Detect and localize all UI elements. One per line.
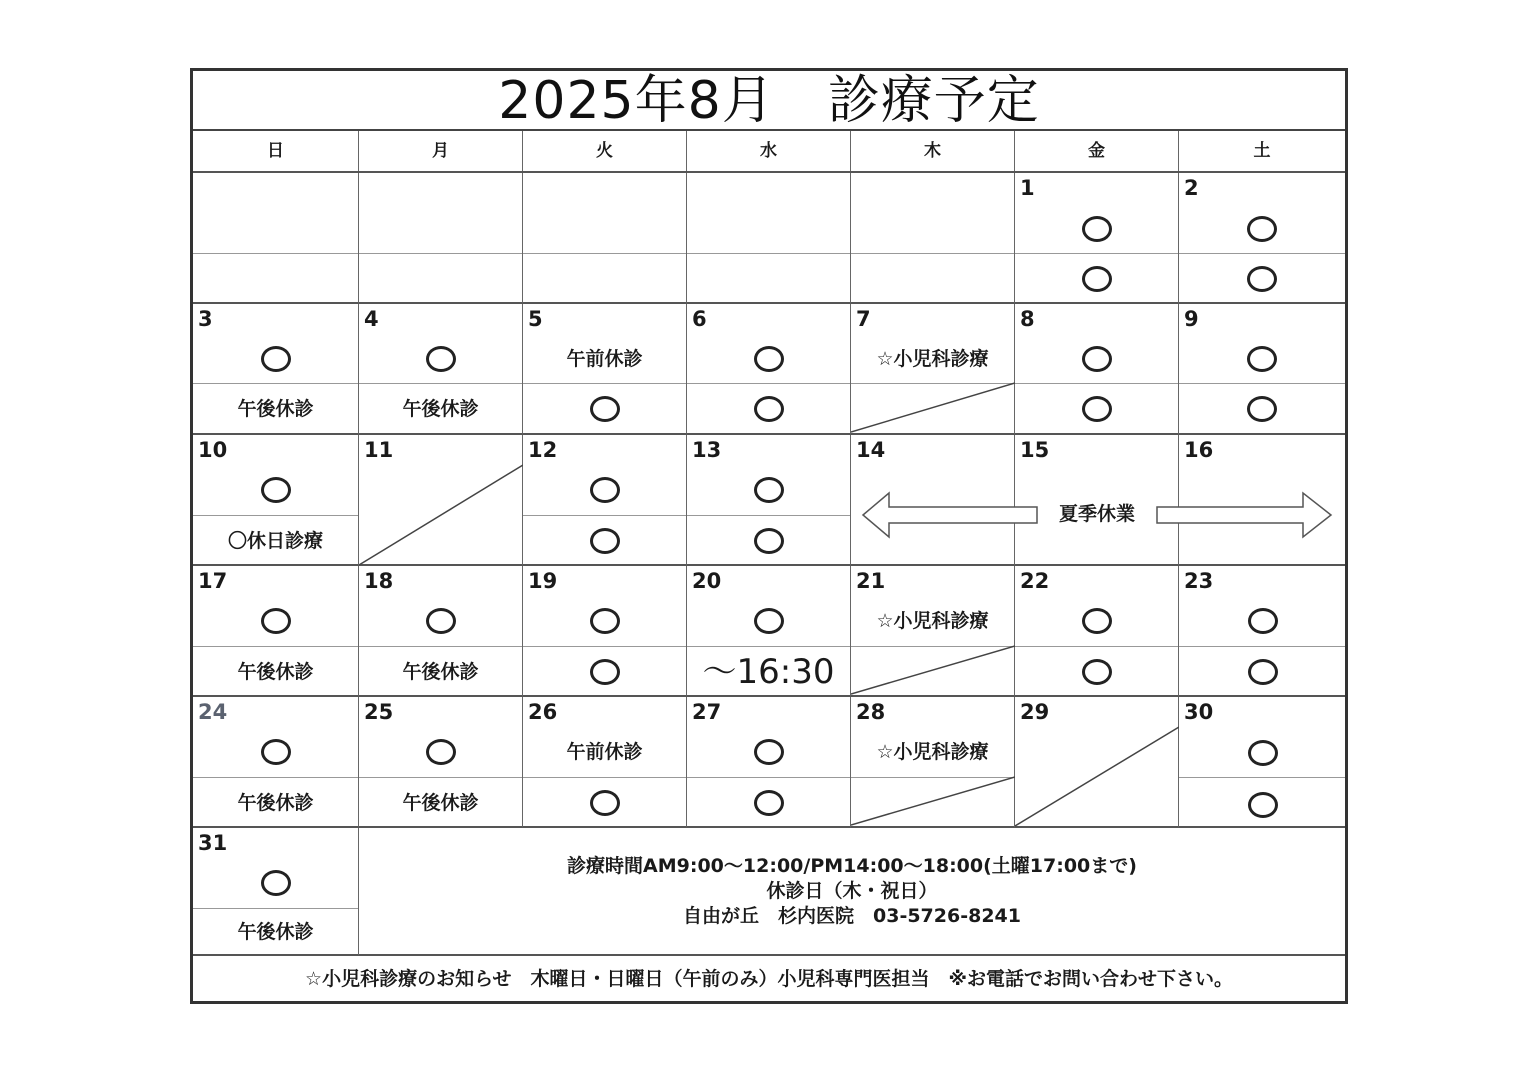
day-number: 22 <box>1020 569 1050 593</box>
day-number: 28 <box>856 700 886 724</box>
open-circle-icon <box>1082 396 1112 422</box>
day-number: 24 <box>198 700 228 724</box>
day-number: 8 <box>1020 307 1035 331</box>
weekday-mon: 月 <box>359 131 523 171</box>
open-circle-icon <box>1082 608 1112 634</box>
right-arrow-icon <box>1153 491 1335 541</box>
weekday-sat: 土 <box>1253 141 1271 161</box>
empty-cell <box>359 173 523 304</box>
pm-closed-label: 午後休診 <box>237 398 314 420</box>
day-cell <box>687 697 851 828</box>
day-number: 25 <box>364 700 394 724</box>
day-cell <box>687 435 851 566</box>
day-number: 12 <box>528 438 558 462</box>
pediatric-label: ☆小児科診療 <box>876 741 989 763</box>
open-circle-icon <box>1248 659 1278 685</box>
day-cell <box>523 304 687 435</box>
day-cell <box>359 304 523 435</box>
day-number: 20 <box>692 569 722 593</box>
day-number: 29 <box>1020 700 1050 724</box>
closed-slash-icon <box>851 566 1015 697</box>
day-number: 10 <box>198 438 228 462</box>
day-cell <box>851 566 1015 697</box>
pm-closed-label: 午後休診 <box>402 661 479 683</box>
day-cell <box>359 566 523 697</box>
pm-closed-label: 午後休診 <box>237 921 314 943</box>
weekday-fri: 金 <box>1015 131 1179 171</box>
day-cell <box>1179 304 1345 435</box>
day-cell <box>193 828 359 956</box>
am-closed-label: 午前休診 <box>566 741 643 763</box>
calendar-sheet <box>190 68 1348 1004</box>
day-cell <box>523 435 687 566</box>
page-title: 2025年8月 診療予定 <box>193 71 1345 131</box>
weekday-tue: 火 <box>523 131 687 171</box>
day-number: 13 <box>692 438 722 462</box>
pm-closed-label: 午後休診 <box>237 792 314 814</box>
day-cell <box>1179 566 1345 697</box>
day-cell <box>193 566 359 697</box>
pm-closed-label: 午後休診 <box>402 398 479 420</box>
day-number: 11 <box>364 438 394 462</box>
day-cell <box>359 435 523 566</box>
closed-slash-icon <box>851 304 1015 435</box>
closed-slash-icon <box>1015 697 1179 828</box>
open-circle-icon <box>754 608 784 634</box>
day-number: 5 <box>528 307 543 331</box>
open-circle-icon <box>590 790 620 816</box>
day-cell <box>523 566 687 697</box>
weekday-header <box>193 131 1345 173</box>
day-cell <box>1179 173 1345 304</box>
day-cell <box>1015 304 1179 435</box>
day-number: 23 <box>1184 569 1214 593</box>
day-number: 16 <box>1184 438 1214 462</box>
open-circle-icon <box>261 608 291 634</box>
open-circle-icon <box>426 739 456 765</box>
open-circle-icon <box>1248 740 1278 766</box>
pediatric-label: ☆小児科診療 <box>876 610 989 632</box>
pm-closed-label: 午後休診 <box>402 792 479 814</box>
open-circle-icon <box>1248 792 1278 818</box>
day-cell <box>1015 566 1179 697</box>
open-circle-icon <box>754 477 784 503</box>
day-number: 6 <box>692 307 707 331</box>
weekday-thu: 木 <box>851 131 1015 171</box>
day-cell <box>687 566 851 697</box>
day-number: 31 <box>198 831 228 855</box>
open-circle-icon <box>426 608 456 634</box>
empty-cell <box>523 173 687 304</box>
day-cell <box>193 435 359 566</box>
clinic-contact: 自由が丘 杉内医院 03-5726-8241 <box>683 905 1021 927</box>
day-number: 17 <box>198 569 228 593</box>
day-number: 1 <box>1020 176 1035 200</box>
weekday-sun: 日 <box>193 131 359 171</box>
day-cell <box>1179 697 1345 828</box>
day-cell <box>193 304 359 435</box>
open-circle-icon <box>590 659 620 685</box>
day-number: 21 <box>856 569 886 593</box>
day-cell <box>523 697 687 828</box>
day-number: 26 <box>528 700 558 724</box>
day-number: 27 <box>692 700 722 724</box>
clinic-hours: 診療時間AM9:00～12:00/PM14:00～18:00(土曜17:00まで) <box>567 855 1137 877</box>
open-circle-icon <box>1082 659 1112 685</box>
day-number: 3 <box>198 307 213 331</box>
open-circle-icon <box>1248 608 1278 634</box>
open-circle-icon <box>590 608 620 634</box>
day-number: 14 <box>856 438 886 462</box>
open-circle-icon <box>426 346 456 372</box>
pediatric-notice: ☆小児科診療のお知らせ 木曜日・日曜日（午前のみ）小児科専門医担当 ※お電話でお問い合わせ下さい。 <box>305 968 1233 990</box>
closed-days: 休診日（木・祝日） <box>766 880 938 902</box>
day-number: 9 <box>1184 307 1199 331</box>
open-circle-icon <box>261 346 291 372</box>
pm-closed-label: 午後休診 <box>237 661 314 683</box>
day-number: 2 <box>1184 176 1199 200</box>
day-number: 4 <box>364 307 379 331</box>
open-circle-icon <box>1247 346 1277 372</box>
open-circle-icon <box>1247 266 1277 292</box>
open-circle-icon <box>1082 216 1112 242</box>
open-circle-icon <box>1247 396 1277 422</box>
day-cell <box>851 304 1015 435</box>
open-circle-icon <box>1247 216 1277 242</box>
am-closed-label: 午前休診 <box>566 348 643 370</box>
until-time-label: ～16:30 <box>702 652 835 692</box>
open-circle-icon <box>1082 266 1112 292</box>
summer-break-label: 夏季休業 <box>1058 503 1135 525</box>
empty-cell <box>851 173 1015 304</box>
open-circle-icon <box>261 739 291 765</box>
open-circle-icon <box>1082 346 1112 372</box>
open-circle-icon <box>590 396 620 422</box>
pediatric-label: ☆小児科診療 <box>876 348 989 370</box>
weekday-wed: 水 <box>687 131 851 171</box>
day-number: 7 <box>856 307 871 331</box>
day-number: 18 <box>364 569 394 593</box>
closed-slash-icon <box>359 435 523 566</box>
day-cell <box>1015 173 1179 304</box>
day-cell <box>359 697 523 828</box>
empty-cell <box>193 173 359 304</box>
open-circle-icon <box>754 790 784 816</box>
open-circle-icon <box>754 739 784 765</box>
day-cell <box>851 697 1015 828</box>
day-number: 19 <box>528 569 558 593</box>
clinic-info-panel <box>359 828 1345 956</box>
holiday-clinic-label: 〇休日診療 <box>227 530 323 552</box>
open-circle-icon <box>261 477 291 503</box>
open-circle-icon <box>590 477 620 503</box>
open-circle-icon <box>754 346 784 372</box>
day-number: 30 <box>1184 700 1214 724</box>
open-circle-icon <box>754 396 784 422</box>
closed-slash-icon <box>851 697 1015 828</box>
day-cell <box>1015 697 1179 828</box>
left-arrow-icon <box>861 491 1041 541</box>
open-circle-icon <box>754 528 784 554</box>
open-circle-icon <box>590 528 620 554</box>
open-circle-icon <box>261 870 291 896</box>
day-number: 15 <box>1020 438 1050 462</box>
day-cell <box>687 304 851 435</box>
empty-cell <box>687 173 851 304</box>
day-cell <box>193 697 359 828</box>
